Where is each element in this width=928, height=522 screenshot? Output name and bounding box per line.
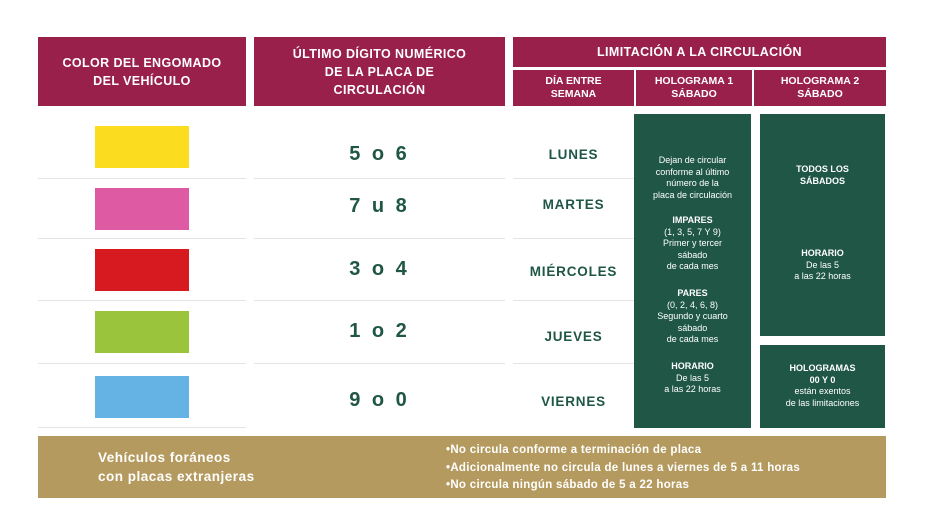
weekday: LUNES	[548, 147, 599, 162]
sticker-color-green	[95, 311, 189, 353]
plate-digits: 1 o 2	[349, 320, 410, 342]
h1-impares-line: sábado	[677, 249, 708, 260]
h1-pares-line: de cada mes	[666, 334, 719, 344]
h2-todos-line: SÁBADOS	[799, 175, 845, 186]
h1-intro-line: placa de circulación	[652, 189, 733, 200]
row-divider	[38, 178, 246, 179]
row-divider	[254, 300, 505, 301]
h1-horario-line: a las 22 horas	[664, 384, 721, 394]
subheader-day-line1: DÍA ENTRE	[545, 75, 602, 87]
row-divider	[38, 427, 246, 428]
subheader-day-line2: SEMANA	[550, 88, 597, 100]
row-divider	[38, 300, 246, 301]
weekday: MIÉRCOLES	[529, 264, 618, 279]
foreign-title-line1: Vehículos foráneos	[98, 450, 231, 465]
exentos-line: de las limitaciones	[785, 397, 860, 408]
h1-intro-line: conforme al último	[655, 166, 730, 177]
h1-pares-digits: (0, 2, 4, 6, 8)	[666, 299, 719, 310]
row-divider	[254, 363, 505, 364]
plate-digits: 7 u 8	[349, 195, 410, 217]
plate-digits: 5 o 6	[349, 143, 410, 165]
h1-horario-line: De las 5	[675, 372, 710, 383]
foreign-vehicles-title	[98, 448, 255, 486]
h2-horario-title: HORARIO	[801, 248, 844, 258]
subheader-h2-line2: SÁBADO	[797, 88, 843, 100]
header-color-line2: DEL VEHÍCULO	[93, 73, 191, 88]
weekday: MARTES	[542, 197, 605, 212]
row-divider	[254, 178, 505, 179]
exentos-title: HOLOGRAMAS	[789, 363, 856, 373]
row-divider	[513, 300, 634, 301]
header-digit-line2: DE LA PLACA DE	[324, 64, 435, 79]
header-digit	[254, 37, 505, 106]
plate-digits: 9 o 0	[349, 389, 410, 411]
h2-horario-line: a las 22 horas	[794, 271, 851, 281]
foreign-title-line2: con placas extranjeras	[98, 469, 255, 484]
h1-pares-title: PARES	[677, 288, 708, 298]
foreign-rule-item: •No circula ningún sábado de 5 a 22 horas	[446, 479, 690, 491]
weekday: JUEVES	[544, 329, 603, 344]
header-color-line1: COLOR DEL ENGOMADO	[62, 55, 222, 70]
h1-impares-title: IMPARES	[672, 215, 713, 225]
h1-pares-line: sábado	[677, 322, 708, 333]
subheader-h1-line1: HOLOGRAMA 1	[654, 75, 734, 87]
subheader-h2-line1: HOLOGRAMA 2	[780, 75, 860, 87]
header-limit-label: LIMITACIÓN A LA CIRCULACIÓN	[597, 45, 802, 59]
h1-impares-line: Primer y tercer	[662, 238, 722, 248]
header-limit	[513, 37, 886, 67]
weekday: VIERNES	[541, 394, 606, 409]
h2-todos-line: TODOS LOS	[796, 164, 849, 174]
exentos-line: 00 Y 0	[809, 374, 836, 385]
row-divider	[513, 178, 634, 179]
plate-digits: 3 o 4	[349, 258, 410, 280]
subheader-holograma1	[636, 70, 752, 106]
holograma1-panel	[634, 114, 751, 428]
h1-intro-line: Dejan de circular	[658, 155, 727, 165]
row-divider	[513, 238, 634, 239]
row-divider	[38, 238, 246, 239]
header-digit-line3: CIRCULACIÓN	[333, 82, 426, 97]
row-divider	[38, 363, 246, 364]
sticker-color-blue	[95, 376, 189, 418]
header-color	[38, 37, 246, 106]
foreign-rules-list	[446, 442, 800, 495]
subheader-holograma2	[754, 70, 886, 106]
sticker-color-red	[95, 249, 189, 291]
row-divider	[513, 363, 634, 364]
h1-intro-line: número de la	[666, 178, 719, 188]
subheader-day	[513, 70, 634, 106]
holograma2-panel	[760, 114, 885, 336]
h1-horario-title: HORARIO	[671, 361, 714, 371]
h2-horario-line: De las 5	[805, 259, 840, 270]
h1-impares-line: de cada mes	[666, 261, 719, 271]
sticker-color-pink	[95, 188, 189, 230]
exentos-line: están exentos	[794, 386, 851, 396]
subheader-h1-line2: SÁBADO	[671, 88, 717, 100]
h1-impares-digits: (1, 3, 5, 7 Y 9)	[664, 226, 721, 237]
sticker-color-yellow	[95, 126, 189, 168]
foreign-vehicles-banner	[38, 436, 886, 498]
row-divider	[254, 238, 505, 239]
exentos-panel	[760, 345, 885, 428]
foreign-rule-item: •No circula conforme a terminación de placa	[446, 444, 702, 456]
h1-pares-line: Segundo y cuarto	[657, 311, 728, 321]
header-digit-line1: ÚLTIMO DÍGITO NUMÉRICO	[292, 46, 467, 61]
foreign-rule-item: •Adicionalmente no circula de lunes a viernes de 5 a 11 horas	[446, 461, 801, 474]
